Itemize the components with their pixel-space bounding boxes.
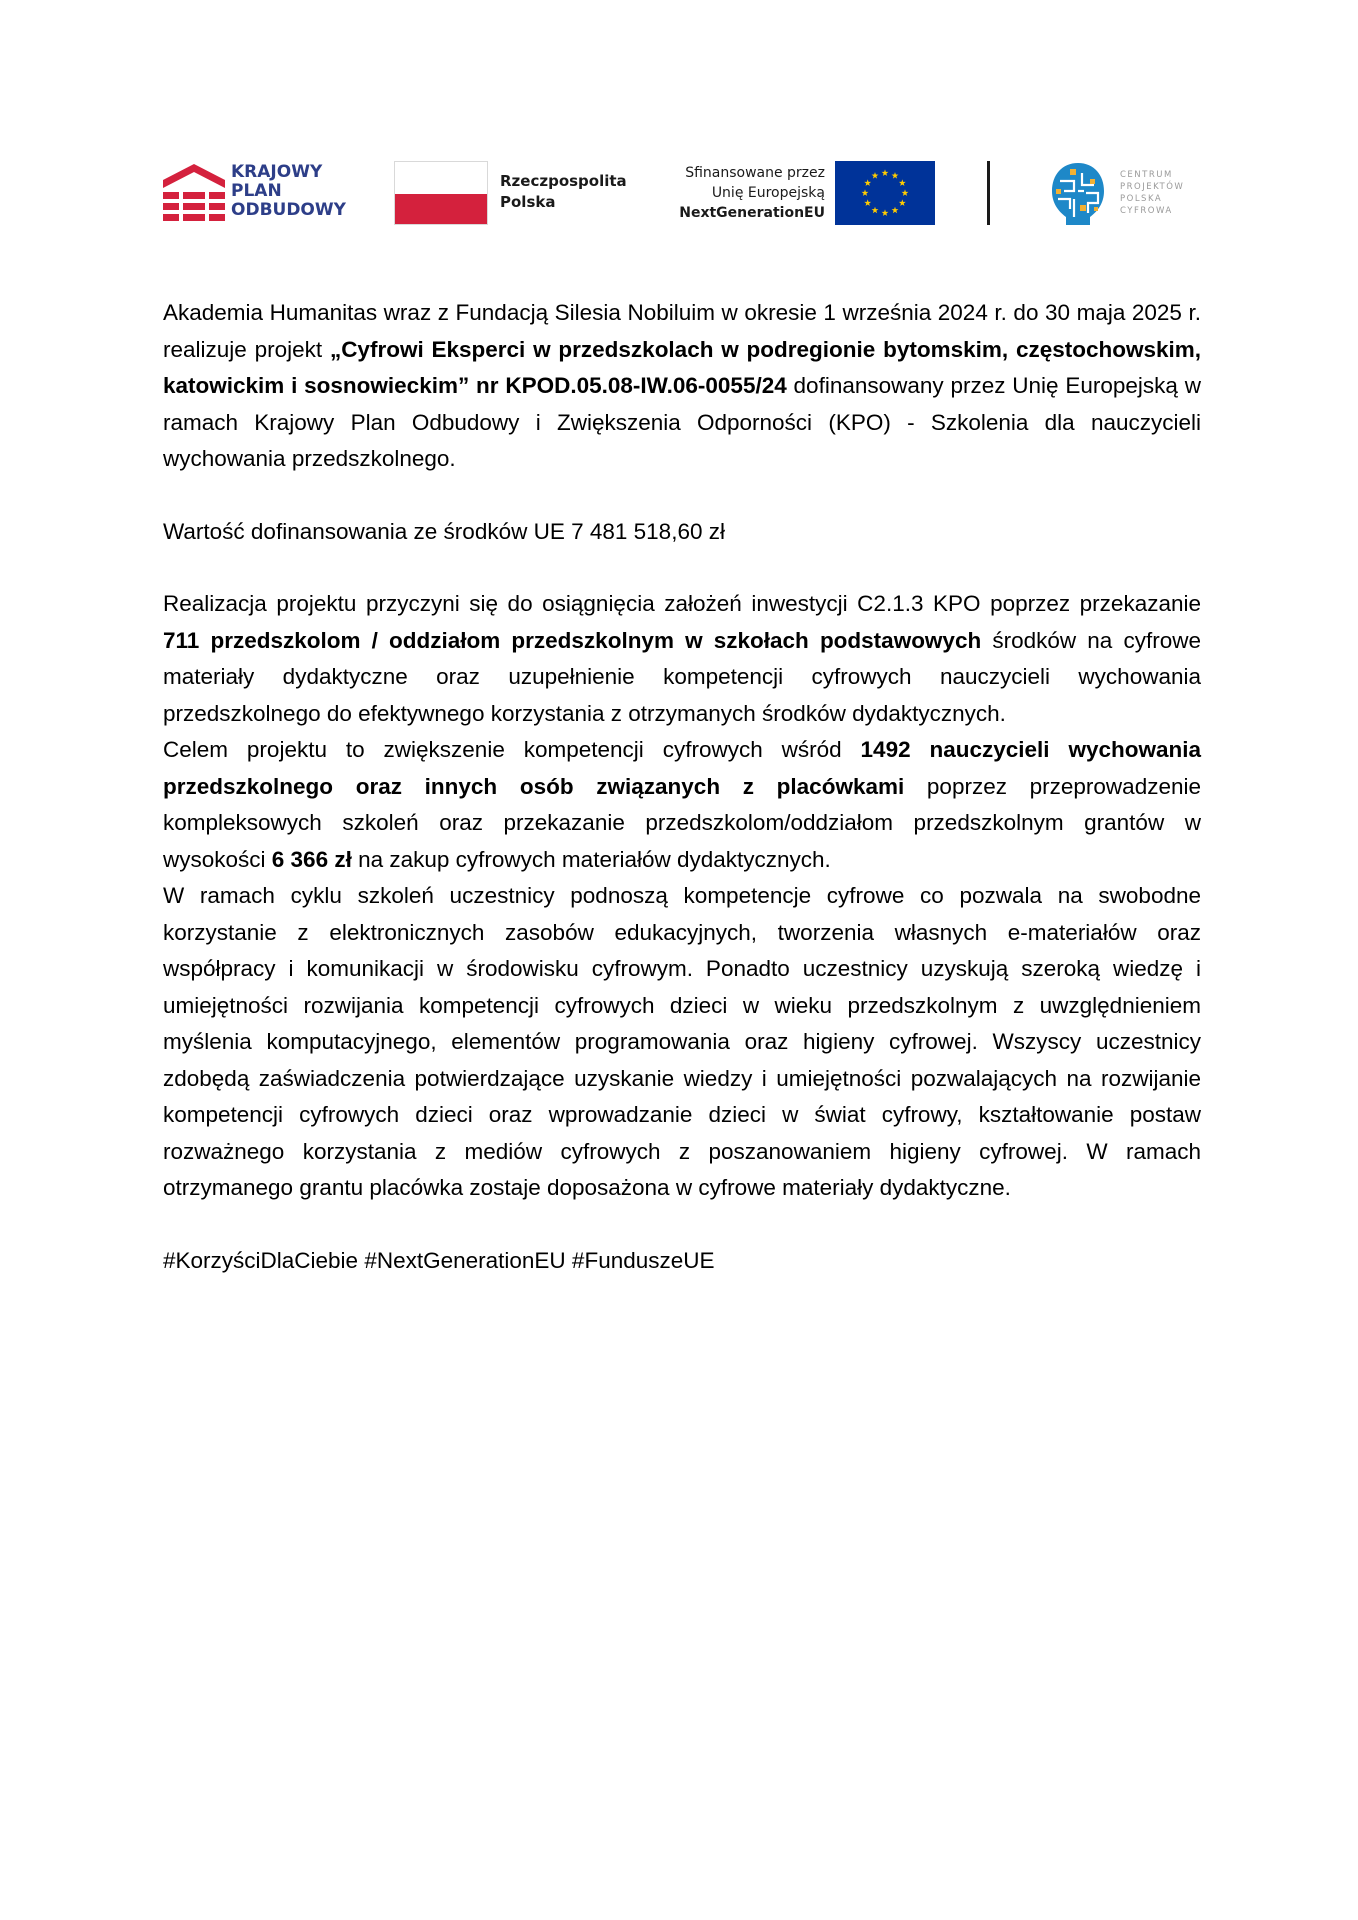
cppc-logo-line: CENTRUM xyxy=(1120,170,1173,180)
kpo-logo-text xyxy=(231,163,346,220)
project-title: „Cyfrowi Eksperci w przedszkolach w podregionie bytomskim, częstochowskim, katowickim i sosnowieckim” nr KPOD.05.08-IW.06-0055/24 xyxy=(163,336,1202,398)
teacher-count: 1492 nauczycieli wychowania przedszkolnego oraz innych osób związanych z placówkami xyxy=(163,737,1202,799)
eu-flag-icon xyxy=(835,161,935,225)
implementation-text: Realizacja projektu przyczyni się do osiągnięcia założeń inwestycji C2.1.3 KPO poprzez przekazanie xyxy=(163,591,1201,616)
cppc-logo-line: POLSKA xyxy=(1120,194,1163,204)
intro-text: Akademia Humanitas wraz z Fundacją Silesia Nobiluim w okresie 1 września 2024 r. do 30 maja 2025 r. realizuje projekt xyxy=(163,300,1201,362)
kpo-logo-line: PLAN xyxy=(231,181,282,201)
eu-funding-logo xyxy=(660,161,935,225)
kpo-logo-line: ODBUDOWY xyxy=(231,200,346,220)
goal-text-cont: poprzez przeprowadzenie kompleksowych szkoleń oraz przekazanie przedszkolom/oddziałom przedszkolnym grantów w wysokości xyxy=(163,773,1201,872)
cppc-logo-line: CYFROWA xyxy=(1120,206,1173,216)
cppc-logo-line: PROJEKTÓW xyxy=(1120,182,1185,192)
eu-text-line: Sfinansowane przez xyxy=(685,165,825,181)
kpo-logo-line: KRAJOWY xyxy=(231,162,323,182)
cppc-emblem-icon xyxy=(1046,161,1110,227)
preschool-count: 711 przedszkolom / oddziałom przedszkolnym w szkołach podstawowych xyxy=(163,627,982,653)
rp-logo-line: Polska xyxy=(500,193,556,211)
logo-divider xyxy=(987,161,990,225)
rzeczpospolita-logo xyxy=(394,161,634,225)
hashtags: #KorzyściDlaCiebie #NextGenerationEU #FunduszeUE xyxy=(163,1247,715,1273)
goal-paragraph xyxy=(163,732,1201,878)
grant-amount: 6 366 zł xyxy=(271,846,352,872)
polish-flag-icon xyxy=(394,161,488,225)
document-body xyxy=(163,295,1201,1279)
implementation-paragraph xyxy=(163,586,1201,732)
eu-text-line: Unię Europejską xyxy=(711,185,825,201)
goal-text-end: na zakup cyfrowych materiałów dydaktycznych. xyxy=(351,846,831,872)
training-paragraph: W ramach cyklu szkoleń uczestnicy podnoszą kompetencje cyfrowe co pozwala na swobodne korzystanie z elektronicznych zasobów edukacyjnych, tworzenia własnych e-materiałów oraz współpracy i komunikacji w środowisku cyfrowym. Ponadto uczestnicy uzyskują szeroką wiedzę i umiejętności rozwijania kompetencji cyfrowych dzieci w wieku przedszkolnym z uwzględnieniem myślenia komputacyjnego, elementów programowania oraz higieny cyfrowej. Wszyscy uczestnicy zdobędą zaświadczenia potwierdzające uzyskanie wiedzy i umiejętności pozwalających na rozwijanie kompetencji cyfrowych dzieci oraz wprowadzanie dzieci w świat cyfrowy, kształtowanie postaw rozważnego korzystania z mediów cyfrowych z poszanowaniem higieny cyfrowej. W ramach otrzymanego grantu placówka zostaje doposażona w cyfrowe materiały dydaktyczne. xyxy=(163,883,1201,1200)
intro-text-cont: dofinansowany przez Unię Europejską w ramach Krajowy Plan Odbudowy i Zwiększenia Odporności (KPO) - Szkolenia dla nauczycieli wychowania przedszkolnego. xyxy=(163,373,1201,471)
cppc-logo xyxy=(1046,161,1206,227)
intro-paragraph xyxy=(163,295,1201,478)
implementation-text-cont: środków na cyfrowe materiały dydaktyczne oraz uzupełnienie kompetencji cyfrowych nauczycieli wychowania przedszkolnego do efektywnego korzystania z otrzymanych środków dydaktycznych. xyxy=(163,627,1201,726)
eu-text-line: NextGenerationEU xyxy=(679,205,825,221)
logo-bar xyxy=(0,0,1358,260)
eu-funding-text xyxy=(679,163,825,223)
cppc-logo-text xyxy=(1120,169,1184,217)
kpo-emblem-icon xyxy=(163,162,225,224)
kpo-logo xyxy=(163,161,373,225)
goal-text: Celem projektu to zwiększenie kompetencji cyfrowych wśród xyxy=(163,737,861,762)
rzeczpospolita-logo-text xyxy=(500,171,627,213)
rp-logo-line: Rzeczpospolita xyxy=(500,172,627,190)
funding-value-paragraph: Wartość dofinansowania ze środków UE 7 481 518,60 zł xyxy=(163,518,725,544)
